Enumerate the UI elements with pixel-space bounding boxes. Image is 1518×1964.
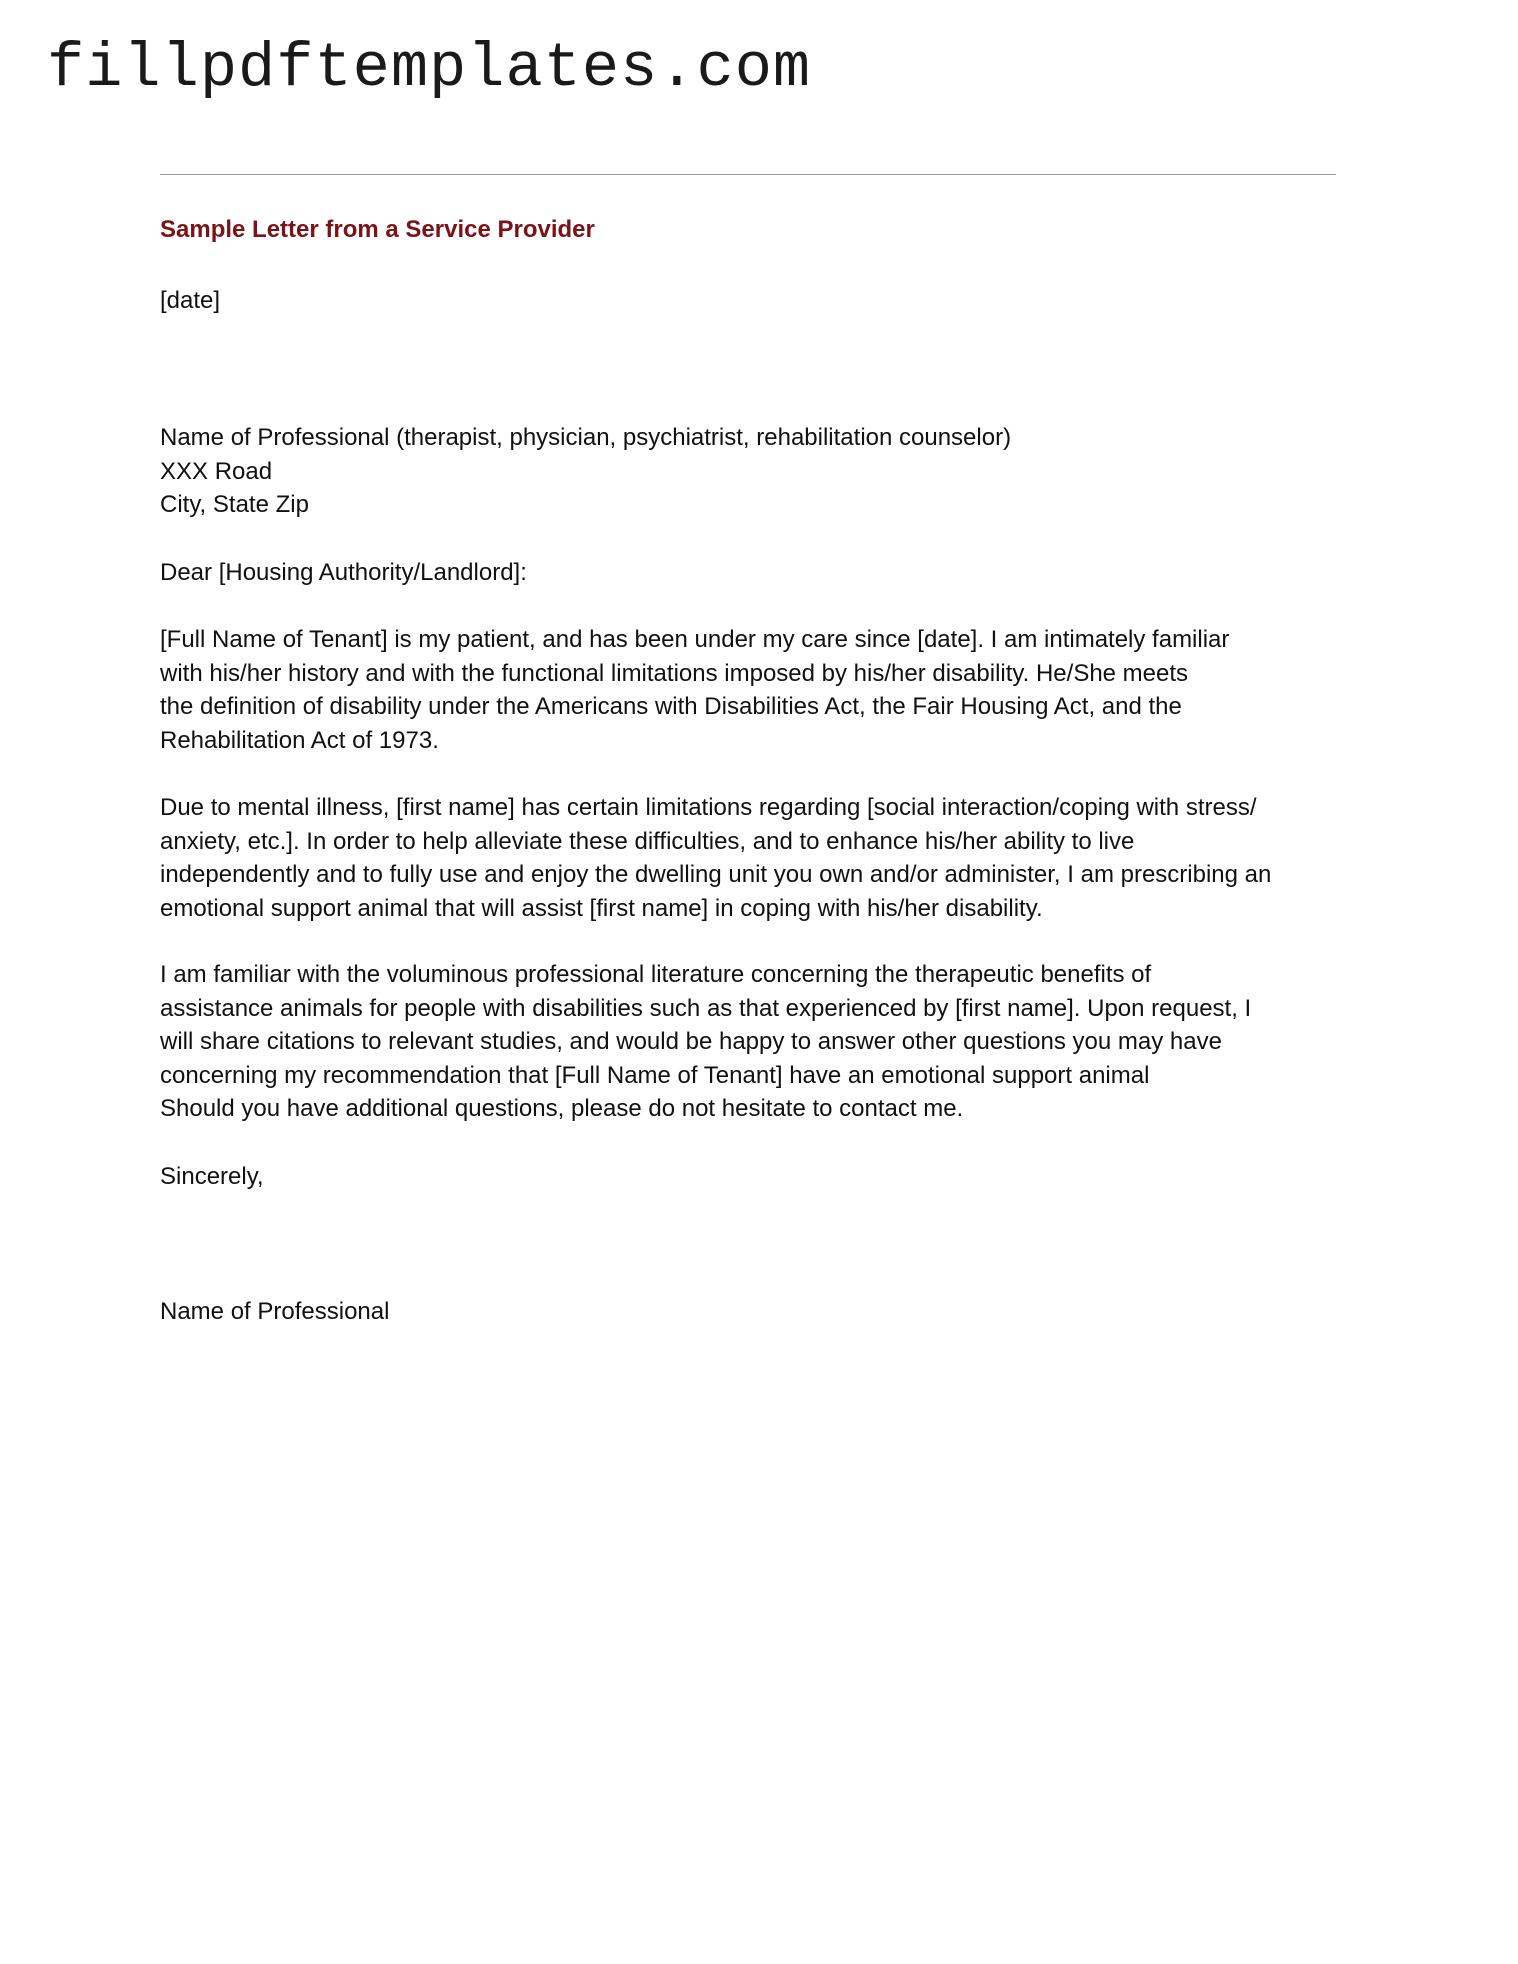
closing: Sincerely, [160, 1163, 264, 1190]
paragraph-patient-status [160, 623, 1340, 757]
paragraph-line: anxiety, etc.]. In order to help alleviate these difficulties, and to enhance his/her ability to live [160, 827, 1135, 855]
salutation: Dear [Housing Authority/Landlord]: [160, 559, 527, 586]
paragraph-line: independently and to fully use and enjoy the dwelling unit you own and/or administer, I am prescribing an [160, 861, 1272, 888]
paragraph-line: [Full Name of Tenant] is my patient, and has been under my care since [date]. I am intimately familiar [160, 626, 1230, 653]
paragraph-line: the definition of disability under the Americans with Disabilities Act, the Fair Housing Act, and the [160, 693, 1182, 720]
header-divider [160, 174, 1336, 175]
paragraph-line: emotional support animal that will assist [first name] in coping with his/her disability. [160, 894, 1043, 922]
paragraph-line: Rehabilitation Act of 1973. [160, 726, 439, 754]
paragraph-prescription [160, 791, 1340, 925]
paragraph-line: I am familiar with the voluminous professional literature concerning the therapeutic benefits of [160, 961, 1152, 988]
paragraph-line: Due to mental illness, [first name] has certain limitations regarding [social interaction/coping with stress/ [160, 794, 1257, 821]
sender-address [160, 421, 1340, 522]
paragraph-literature [160, 958, 1340, 1126]
site-watermark: fillpdftemplates.com [47, 33, 812, 104]
paragraph-line: Should you have additional questions, please do not hesitate to contact me. [160, 1095, 964, 1122]
paragraph-line: assistance animals for people with disabilities such as that experienced by [first name]. Upon request, I [160, 994, 1252, 1022]
signature-name: Name of Professional [160, 1298, 390, 1325]
paragraph-line: will share citations to relevant studies, and would be happy to answer other questions you may have [160, 1028, 1222, 1055]
paragraph-line: with his/her history and with the functional limitations imposed by his/her disability. He/She meets [160, 659, 1189, 687]
address-line: XXX Road [160, 457, 273, 485]
address-line: Name of Professional (therapist, physician, psychiatrist, rehabilitation counselor) [160, 424, 1012, 451]
paragraph-line: concerning my recommendation that [Full Name of Tenant] have an emotional support animal [160, 1061, 1150, 1089]
address-line: City, State Zip [160, 491, 309, 518]
letter-date: [date] [160, 287, 221, 314]
letter-title: Sample Letter from a Service Provider [160, 216, 595, 243]
